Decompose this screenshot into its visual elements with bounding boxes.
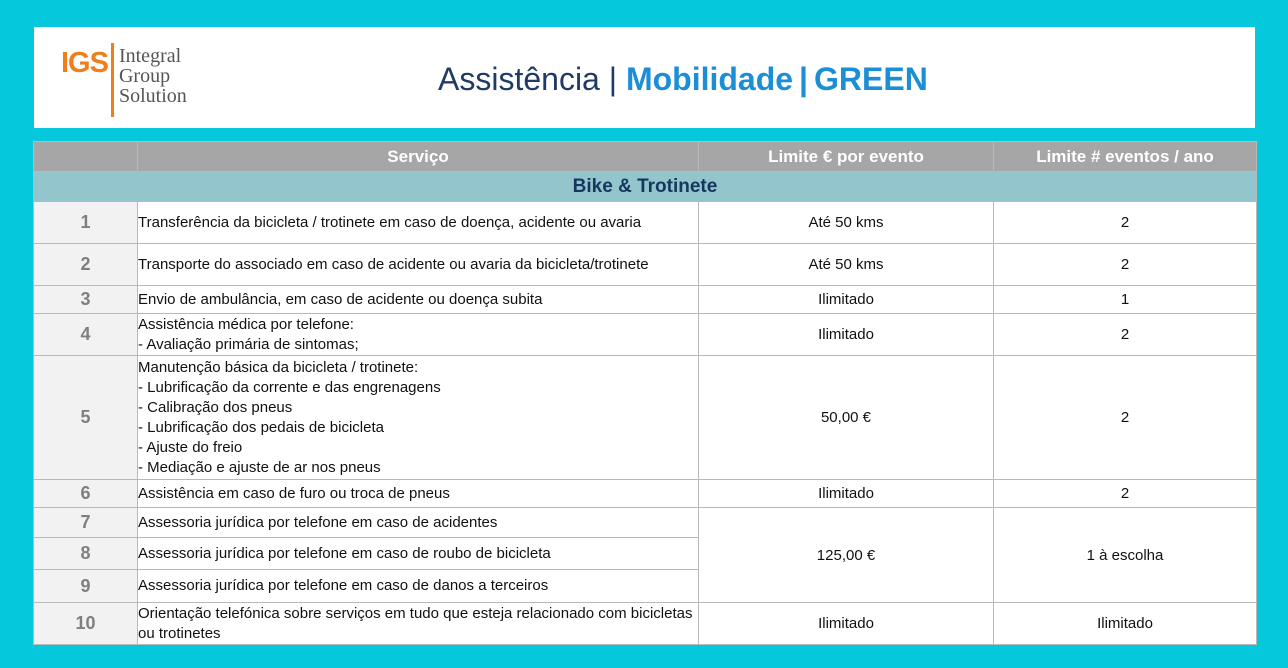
row-number: 3 xyxy=(34,286,138,314)
table-row xyxy=(34,244,1257,286)
group-limit-events: 1 à escolha xyxy=(994,508,1257,603)
row-number: 4 xyxy=(34,314,138,356)
title-separator: | xyxy=(608,61,618,97)
row-service: Assistência em caso de furo ou troca de pneus xyxy=(138,480,699,508)
table-row xyxy=(34,202,1257,244)
title-separator: | xyxy=(799,61,808,97)
row-service: Orientação telefónica sobre serviços em tudo que esteja relacionado com bicicletas ou trotinetes xyxy=(138,603,699,645)
header-banner xyxy=(34,27,1255,128)
table-row xyxy=(34,286,1257,314)
title-part-assistencia: Assistência xyxy=(438,61,600,97)
row-limit-events: 2 xyxy=(994,314,1257,356)
row-limit-value: Ilimitado xyxy=(699,314,994,356)
row-limit-events: 2 xyxy=(994,202,1257,244)
logo-line: Integral xyxy=(118,45,182,67)
row-number: 2 xyxy=(34,244,138,286)
logo-divider xyxy=(111,43,114,117)
row-limit-events: 2 xyxy=(994,480,1257,508)
logo-wordmark xyxy=(119,46,187,106)
title-part-mobilidade: Mobilidade xyxy=(625,61,794,97)
page-title xyxy=(438,61,928,98)
row-number: 7 xyxy=(34,508,138,538)
row-service: Transferência da bicicleta / trotinete em caso de doença, acidente ou avaria xyxy=(138,202,699,244)
category-label: Bike & Trotinete xyxy=(34,172,1257,202)
category-row xyxy=(34,172,1257,202)
row-limit-value: Ilimitado xyxy=(699,480,994,508)
row-service: Envio de ambulância, em caso de acidente ou doença subita xyxy=(138,286,699,314)
row-service: Assistência médica por telefone: - Avaliação primária de sintomas; xyxy=(138,314,699,356)
table-row xyxy=(34,603,1257,645)
logo-mark: IGS xyxy=(61,47,108,79)
row-limit-events: 2 xyxy=(994,244,1257,286)
table-row xyxy=(34,508,1257,538)
row-service: Assessoria jurídica por telefone em caso de danos a terceiros xyxy=(138,570,699,603)
row-limit-events: Ilimitado xyxy=(994,603,1257,645)
row-limit-value: Ilimitado xyxy=(699,603,994,645)
row-limit-value: Ilimitado xyxy=(699,286,994,314)
row-limit-value: Até 50 kms xyxy=(699,202,994,244)
row-limit-value: Até 50 kms xyxy=(699,244,994,286)
table-row xyxy=(34,480,1257,508)
row-number: 8 xyxy=(34,538,138,570)
row-number: 1 xyxy=(34,202,138,244)
igs-logo xyxy=(61,43,187,119)
services-table xyxy=(33,141,1257,645)
header-limit-value: Limite € por evento xyxy=(699,142,994,172)
row-service: Manutenção básica da bicicleta / trotinete: - Lubrificação da corrente e das engrenagens - Calibração dos pneus - Lubrificação dos pedais de bicicleta - Ajuste do freio - Mediação e ajuste de ar nos pneus xyxy=(138,356,699,480)
title-part-green: GREEN xyxy=(814,61,928,97)
row-limit-events: 2 xyxy=(994,356,1257,480)
header-limit-events: Limite # eventos / ano xyxy=(994,142,1257,172)
table-row xyxy=(34,356,1257,480)
row-service: Assessoria jurídica por telefone em caso de acidentes xyxy=(138,508,699,538)
row-limit-value: 50,00 € xyxy=(699,356,994,480)
logo-line: Group xyxy=(118,65,171,87)
row-number: 5 xyxy=(34,356,138,480)
logo-line: Solution xyxy=(118,85,187,107)
group-limit-value: 125,00 € xyxy=(699,508,994,603)
row-service: Assessoria jurídica por telefone em caso de roubo de bicicleta xyxy=(138,538,699,570)
row-service: Transporte do associado em caso de acidente ou avaria da bicicleta/trotinete xyxy=(138,244,699,286)
header-num xyxy=(34,142,138,172)
row-number: 6 xyxy=(34,480,138,508)
row-limit-events: 1 xyxy=(994,286,1257,314)
row-number: 10 xyxy=(34,603,138,645)
row-number: 9 xyxy=(34,570,138,603)
header-service: Serviço xyxy=(138,142,699,172)
table-row xyxy=(34,314,1257,356)
table-header-row xyxy=(34,142,1257,172)
